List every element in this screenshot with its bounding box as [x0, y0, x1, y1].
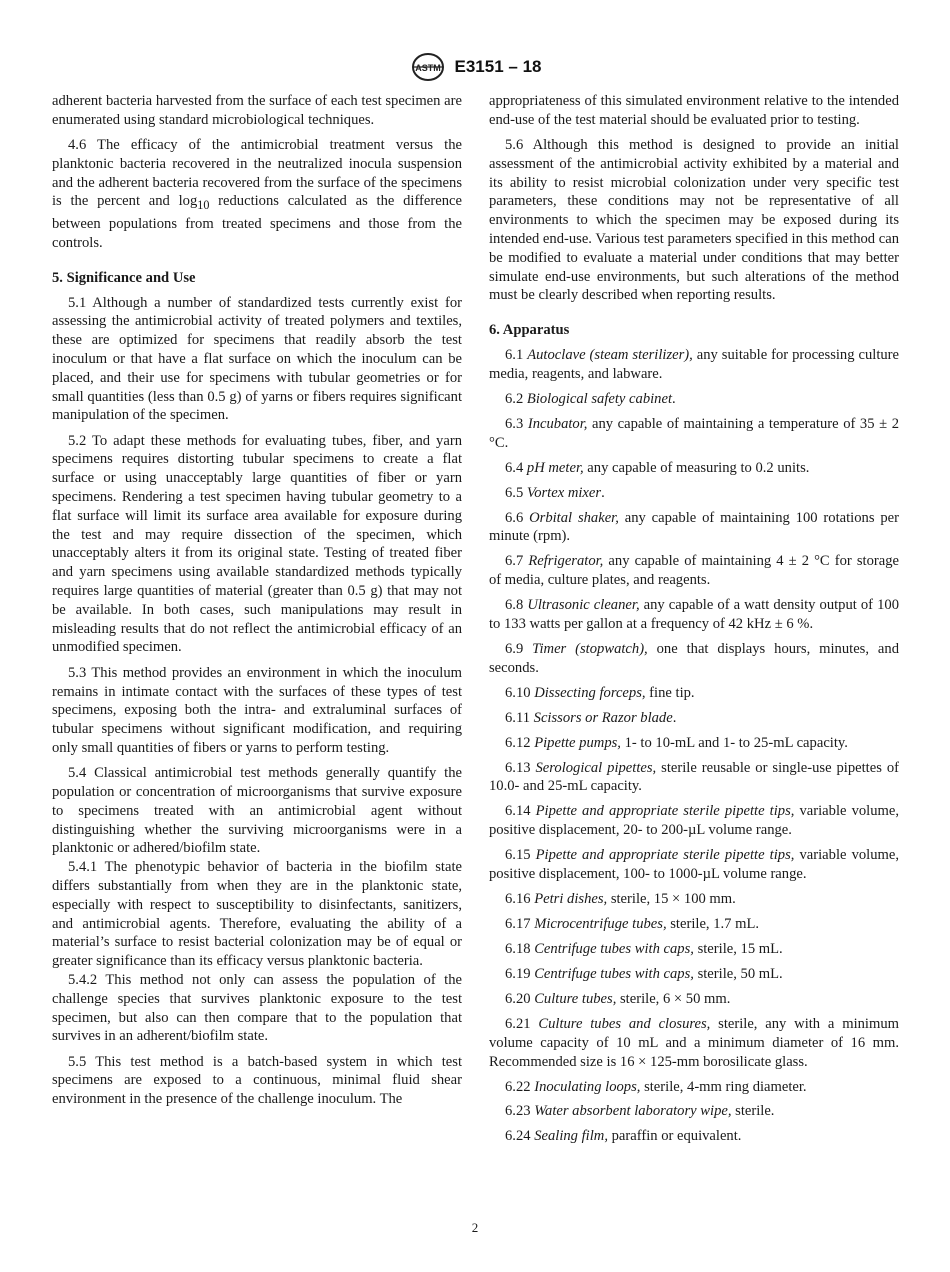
- apparatus-item-description: any capable of maintaining 100 rotations per minute (rpm).: [489, 509, 899, 545]
- apparatus-item: [489, 846, 899, 884]
- apparatus-item-number: 6.17: [505, 915, 531, 932]
- apparatus-item-description: sterile, 1.7 mL.: [666, 915, 760, 932]
- apparatus-item-number: 6.4: [505, 459, 524, 476]
- apparatus-item-description: any capable of maintaining 4 ± 2 °C for storage of media, culture plates, and reagents.: [489, 553, 899, 589]
- apparatus-item-description: sterile, 6 × 50 mm.: [616, 990, 731, 1007]
- apparatus-item-description: paraffin or equivalent.: [607, 1128, 742, 1145]
- apparatus-item-number: 6.12: [505, 734, 531, 751]
- apparatus-item-description: 1- to 10-mL and 1- to 25-mL capacity.: [620, 734, 848, 751]
- apparatus-item-description: variable volume, positive displacement, 100- to 1000-µL volume range.: [489, 847, 899, 883]
- paragraph-5-4: 5.4 Classical antimicrobial test methods generally quantify the population or concentration of microorganisms that survive exposure to specimens treated with an antimicrobial agent without distinguishing whether the surviving microorganisms were in a planktonic or adhered/biofilm state.: [52, 765, 462, 857]
- apparatus-item-description: any suitable for processing culture media, reagents, and labware.: [489, 347, 900, 382]
- apparatus-item: [489, 390, 899, 409]
- apparatus-item-name: Pipette and appropriate sterile pipette tips,: [535, 847, 795, 864]
- apparatus-item-number: 6.15: [505, 847, 531, 864]
- apparatus-item-name: Inoculating loops,: [534, 1078, 641, 1095]
- apparatus-item-number: 6.24: [505, 1128, 531, 1145]
- apparatus-item-number: 6.20: [505, 990, 531, 1007]
- apparatus-item: [489, 552, 899, 590]
- paragraph-5-3: 5.3 This method provides an environment in which the inoculum remains in intimate contact with the surfaces of these types of test specimens, exposing both the intra- and extraluminal surfaces of tubular specimens without significant modification, and requiring only small quantities of fibers or yarns to perform testing.: [52, 664, 462, 756]
- section-heading-6: 6. Apparatus: [489, 322, 570, 339]
- apparatus-item-description: .: [672, 709, 677, 726]
- apparatus-item-description: variable volume, positive displacement, 20- to 200-µL volume range.: [489, 803, 899, 839]
- apparatus-item-name: Vortex mixer: [526, 484, 602, 501]
- apparatus-item: [489, 346, 899, 384]
- apparatus-item-number: 6.22: [505, 1078, 531, 1095]
- apparatus-item: [489, 1102, 899, 1121]
- apparatus-item-number: 6.18: [505, 940, 531, 957]
- apparatus-item-description: sterile, 50 mL.: [693, 965, 783, 982]
- apparatus-item-description: any capable of measuring to 0.2 units.: [583, 459, 810, 476]
- apparatus-item-name: Sealing film,: [534, 1128, 608, 1145]
- apparatus-item: [489, 965, 899, 984]
- apparatus-item: [489, 709, 899, 728]
- apparatus-item-name: Autoclave (steam sterilizer),: [527, 347, 693, 364]
- logo-text: ASTM: [414, 63, 441, 73]
- apparatus-item-name: Centrifuge tubes with caps,: [534, 940, 694, 957]
- apparatus-item-number: 6.19: [505, 965, 531, 982]
- apparatus-item-name: pH meter,: [526, 459, 584, 476]
- apparatus-item-name: Orbital shaker,: [529, 509, 619, 526]
- apparatus-item: [489, 940, 899, 959]
- apparatus-item-name: Pipette pumps,: [534, 734, 621, 751]
- apparatus-item: [489, 990, 899, 1009]
- apparatus-item-number: 6.1: [505, 347, 524, 364]
- apparatus-item-description: .: [672, 390, 676, 407]
- apparatus-item: [489, 734, 899, 753]
- apparatus-item: [489, 509, 899, 547]
- paragraph-4-6-text: 4.6 The efficacy of the antimicrobial treatment versus the planktonic bacteria recovered in the neutralized inocula suspension and the adherent bacteria recovered from the surface of the specimens is the percent and log: [52, 137, 462, 210]
- paragraph-5-4-2: 5.4.2 This method not only can assess the population of the challenge species that survives planktonic exposure to the test specimen, but also can then compare that to the population that survives in an adherent/biofilm state.: [52, 971, 462, 1045]
- apparatus-item-name: Ultrasonic cleaner,: [527, 597, 640, 614]
- apparatus-item-description: sterile.: [731, 1103, 775, 1120]
- paragraph-5-5: 5.5 This test method is a batch-based system in which test specimens are exposed to a continuous, minimal fluid shear environment in the presence of the challenge inoculum. The: [52, 1053, 462, 1108]
- apparatus-item-name: Centrifuge tubes with caps,: [534, 965, 694, 982]
- apparatus-item-description: sterile, 15 mL.: [693, 940, 783, 957]
- apparatus-item-description: any capable of maintaining a temperature of 35 ± 2 °C.: [489, 415, 899, 451]
- apparatus-item: [489, 415, 899, 453]
- apparatus-item-name: Dissecting forceps,: [534, 684, 646, 701]
- apparatus-item: [489, 484, 899, 503]
- apparatus-item: [489, 1127, 899, 1146]
- paragraph-5-1: 5.1 Although a number of standardized tests currently exist for assessing the antimicrobial activity of treated polymers and textiles, these are optimized for specimens that readily absorb the test inoculum or that have a flat surface on which the inoculum can be placed, and their use for specimens with tubular geometries or for small quantities (less than 0.5 g) of yarns or fibers requires significant manipulation of the specimen.: [52, 294, 462, 424]
- apparatus-item-number: 6.21: [505, 1015, 531, 1032]
- apparatus-item-name: Incubator,: [527, 415, 588, 432]
- apparatus-item-description: one that displays hours, minutes, and seconds.: [489, 640, 899, 676]
- apparatus-item: [489, 890, 899, 909]
- apparatus-item-name: Scissors or Razor blade: [533, 709, 673, 726]
- apparatus-item: [489, 640, 899, 678]
- paragraph-5-2: 5.2 To adapt these methods for evaluating tubes, fiber, and yarn specimens requires distorting tubular specimens to create a flat surface or using unacceptably large quantities of fiber or yarn specimens. Rendering a test specimen having tubular geometry to a flat surface will limit its surface area available for exposure during the test and may require dissection of the specimen, which unacceptably alters it from its original state. Testing of treated fiber and yarn specimens using available standardized methods typically requires large quantities of material (greater than 0.5 g) that may not be available. In both cases, such manipulations may result in misleading results that do not reflect the antimicrobial efficacy of an unmodified specimen.: [52, 432, 462, 656]
- apparatus-item-name: Timer (stopwatch),: [532, 640, 648, 657]
- apparatus-item-number: 6.7: [505, 553, 524, 570]
- apparatus-item: [489, 1015, 899, 1071]
- apparatus-item-number: 6.5: [505, 484, 524, 501]
- apparatus-item-name: Culture tubes,: [534, 990, 617, 1007]
- page-number: 2: [471, 1220, 479, 1235]
- apparatus-item-name: Biological safety cabinet: [526, 390, 672, 407]
- apparatus-item-number: 6.3: [505, 415, 524, 432]
- apparatus-item: [489, 1078, 899, 1097]
- apparatus-item-number: 6.6: [505, 509, 524, 526]
- apparatus-item-name: Serological pipettes,: [535, 759, 657, 776]
- apparatus-item-name: Petri dishes,: [534, 891, 608, 907]
- apparatus-item-number: 6.8: [505, 597, 524, 614]
- paragraph-4-6: [52, 136, 462, 253]
- apparatus-item-description: any capable of a watt density output of 100 to 133 watts per gallon at a frequency of 42 kHz ± 6 %.: [489, 597, 899, 632]
- paragraph-4-6-text-end: reductions calculated as the difference between populations from treated specimens and those from the controls.: [52, 193, 462, 251]
- paragraph-continued: adherent bacteria harvested from the surface of each test specimen are enumerated using standard microbiological techniques.: [52, 93, 462, 128]
- apparatus-item-name: Water absorbent laboratory wipe,: [534, 1103, 732, 1120]
- section-heading-5: 5. Significance and Use: [52, 269, 196, 286]
- apparatus-item-name: Microcentrifuge tubes,: [534, 915, 667, 932]
- paragraph-continued-right: appropriateness of this simulated environment relative to the intended end-use of the test material should be evaluated prior to testing.: [489, 93, 899, 128]
- apparatus-item: [489, 759, 899, 797]
- apparatus-item-number: 6.9: [505, 640, 524, 657]
- apparatus-item-number: 6.2: [505, 390, 524, 407]
- apparatus-item-name: Pipette and appropriate sterile pipette tips,: [535, 803, 795, 820]
- apparatus-item: [489, 459, 899, 478]
- apparatus-item-description: sterile, 15 × 100 mm.: [607, 891, 736, 907]
- apparatus-item-number: 6.23: [505, 1103, 531, 1120]
- document-id: E3151 – 18: [454, 57, 542, 76]
- apparatus-item-number: 6.16: [505, 891, 531, 907]
- right-column: [489, 92, 899, 1152]
- apparatus-item-description: sterile, any with a minimum volume capacity of 10 mL and a minimum diameter of 16 mm. Recommended size is 16 × 125-mm borosilicate glass.: [489, 1015, 899, 1070]
- apparatus-item-number: 6.10: [505, 684, 531, 701]
- apparatus-item: [489, 802, 899, 840]
- apparatus-list: [489, 346, 899, 1146]
- apparatus-item-description: .: [601, 484, 605, 501]
- apparatus-item: [489, 596, 899, 634]
- page-header: [0, 52, 950, 82]
- paragraph-5-4-1: 5.4.1 The phenotypic behavior of bacteria in the biofilm state differs substantially from when they are in the planktonic state, especially with respect to susceptibility to disinfectants, sanitizers, and antimicrobial agents. Therefore, evaluating the ability of a material’s surface to resist bacterial colonization may be of equal or greater significance than its efficacy versus planktonic bacteria.: [52, 859, 462, 970]
- paragraph-5-6: 5.6 Although this method is designed to provide an initial assessment of the antimicrobial activity exhibited by a material and its ability to resist microbial colonization under very specific test parameters, these conditions may not be representative of all environments to which the specimen may be exposed during its intended end-use. Various test parameters specified in this method can be modified to evaluate a material under conditions that may better simulate end-use environments, but such alterations of the method must be clearly described when reporting results.: [489, 137, 899, 304]
- apparatus-item-name: Culture tubes and closures,: [538, 1015, 711, 1032]
- apparatus-item-number: 6.11: [505, 709, 530, 726]
- apparatus-item-name: Refrigerator,: [528, 553, 604, 570]
- left-column: [52, 92, 462, 1116]
- apparatus-item-number: 6.14: [505, 803, 531, 820]
- apparatus-item: [489, 684, 899, 703]
- astm-logo-icon: [409, 52, 447, 82]
- log-subscript: 10: [197, 198, 210, 213]
- apparatus-item-description: sterile reusable or single-use pipettes of 10.0- and 25-mL capacity.: [489, 759, 899, 795]
- apparatus-item: [489, 915, 899, 934]
- apparatus-item-number: 6.13: [505, 759, 531, 776]
- apparatus-item-description: fine tip.: [645, 684, 695, 701]
- apparatus-item-description: sterile, 4-mm ring diameter.: [640, 1078, 807, 1095]
